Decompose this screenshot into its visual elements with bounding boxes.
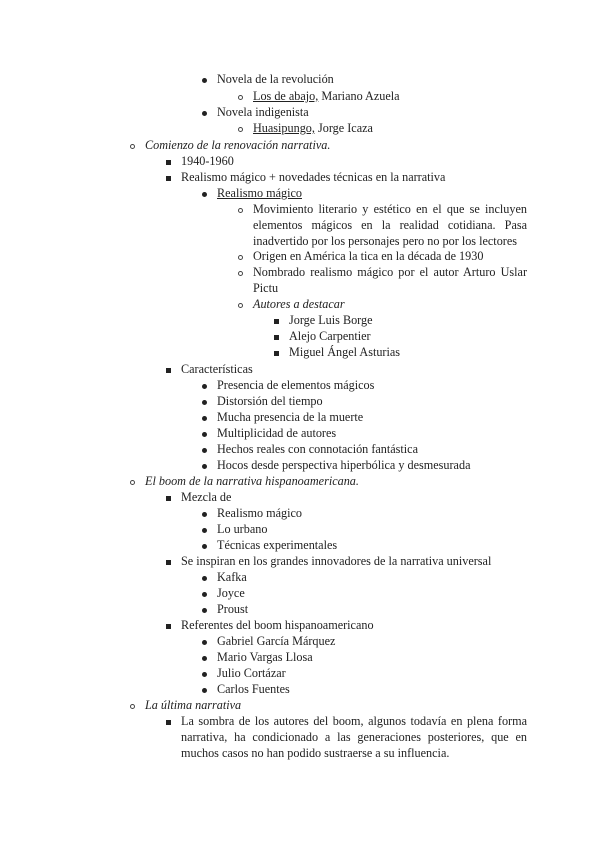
bullet-marker bbox=[234, 296, 246, 312]
list-item: Kafka bbox=[217, 570, 247, 584]
bullet-marker bbox=[198, 409, 210, 425]
bullet-marker bbox=[126, 137, 138, 153]
bullet-marker bbox=[270, 312, 282, 328]
bullet-marker bbox=[126, 697, 138, 713]
list-item bbox=[253, 88, 400, 104]
realismo-link: Realismo mágico bbox=[217, 186, 302, 200]
bullet-marker bbox=[198, 537, 210, 553]
list-item: Origen en América la tica en la década de 1930 bbox=[253, 249, 484, 263]
bullet-marker bbox=[198, 185, 210, 201]
bullet-marker bbox=[126, 473, 138, 489]
list-item: Gabriel García Márquez bbox=[217, 634, 336, 648]
bullet-marker bbox=[270, 344, 282, 360]
list-item: Hechos reales con connotación fantástica bbox=[217, 442, 419, 456]
bullet-marker bbox=[234, 248, 246, 264]
bullet-marker bbox=[234, 201, 246, 217]
list-item: Distorsión del tiempo bbox=[217, 394, 323, 408]
bullet-marker bbox=[198, 393, 210, 409]
bullet-marker bbox=[270, 328, 282, 344]
bullet-marker bbox=[234, 264, 246, 280]
list-item: Julio Cortázar bbox=[217, 666, 286, 680]
bullet-marker bbox=[198, 665, 210, 681]
bullet-marker bbox=[162, 713, 174, 729]
bullet-marker bbox=[198, 425, 210, 441]
bullet-marker bbox=[198, 104, 210, 120]
section-heading: Comienzo de la renovación narrativa. bbox=[145, 138, 331, 152]
list-item: Mucha presencia de la muerte bbox=[217, 410, 364, 424]
bullet-marker bbox=[198, 633, 210, 649]
list-item bbox=[253, 120, 373, 136]
list-item: Jorge Luis Borge bbox=[289, 313, 373, 327]
work-author: Jorge Icaza bbox=[314, 121, 373, 135]
work-title: Los de abajo, bbox=[253, 89, 319, 103]
bullet-marker bbox=[198, 441, 210, 457]
bullet-marker bbox=[162, 617, 174, 633]
bullet-marker bbox=[198, 505, 210, 521]
bullet-marker bbox=[198, 569, 210, 585]
bullet-marker bbox=[162, 153, 174, 169]
list-item: Multiplicidad de autores bbox=[217, 426, 337, 440]
bullet-marker bbox=[162, 489, 174, 505]
bullet-marker bbox=[198, 649, 210, 665]
subsection-heading: Autores a destacar bbox=[253, 297, 345, 311]
list-item: Técnicas experimentales bbox=[217, 538, 338, 552]
bullet-marker bbox=[234, 120, 246, 136]
bullet-marker bbox=[162, 169, 174, 185]
list-item: Proust bbox=[217, 602, 249, 616]
bullet-marker bbox=[198, 585, 210, 601]
list-item: Se inspiran en los grandes innovadores de la narrativa universal bbox=[181, 554, 492, 568]
bullet-marker bbox=[198, 71, 210, 87]
bullet-marker bbox=[198, 377, 210, 393]
bullet-marker bbox=[198, 681, 210, 697]
section-heading: La última narrativa bbox=[145, 698, 242, 712]
list-item: Referentes del boom hispanoamericano bbox=[181, 618, 374, 632]
list-item: Miguel Ángel Asturias bbox=[289, 345, 401, 359]
list-item: Novela indigenista bbox=[217, 105, 309, 119]
list-item: Características bbox=[181, 362, 253, 376]
work-title: Huasipungo, bbox=[253, 121, 315, 135]
list-item: Realismo mágico + novedades técnicas en la narrativa bbox=[181, 170, 446, 184]
list-item: Alejo Carpentier bbox=[289, 329, 371, 343]
paragraph: La sombra de los autores del boom, algunos todavía en plena forma narrativa, ha condicionado a las generaciones posteriores, que en muchos casos no han podido sustraerse a su influencia. bbox=[181, 714, 527, 760]
bullet-marker bbox=[198, 457, 210, 473]
paragraph: Movimiento literario y estético en el que se incluyen elementos mágicos en la realidad cotidiana. Pasa inadvertido por los personajes pero no por los lectores bbox=[253, 202, 527, 248]
list-item: 1940-1960 bbox=[181, 154, 234, 168]
list-item: Mario Vargas Llosa bbox=[217, 650, 313, 664]
bullet-marker bbox=[162, 361, 174, 377]
work-author: Mariano Azuela bbox=[318, 89, 400, 103]
bullet-marker bbox=[234, 88, 246, 104]
bullet-marker bbox=[198, 601, 210, 617]
bullet-marker bbox=[198, 521, 210, 537]
paragraph: Nombrado realismo mágico por el autor Arturo Uslar Pictu bbox=[253, 265, 527, 295]
list-item: Presencia de elementos mágicos bbox=[217, 378, 375, 392]
list-item: Hocos desde perspectiva hiperbólica y desmesurada bbox=[217, 458, 471, 472]
list-item: Mezcla de bbox=[181, 490, 232, 504]
list-item: Carlos Fuentes bbox=[217, 682, 290, 696]
list-item: Novela de la revolución bbox=[217, 72, 334, 86]
bullet-marker bbox=[162, 553, 174, 569]
list-item: Lo urbano bbox=[217, 522, 268, 536]
list-item: Joyce bbox=[217, 586, 245, 600]
list-item: Realismo mágico bbox=[217, 506, 302, 520]
section-heading: El boom de la narrativa hispanoamericana. bbox=[145, 474, 359, 488]
